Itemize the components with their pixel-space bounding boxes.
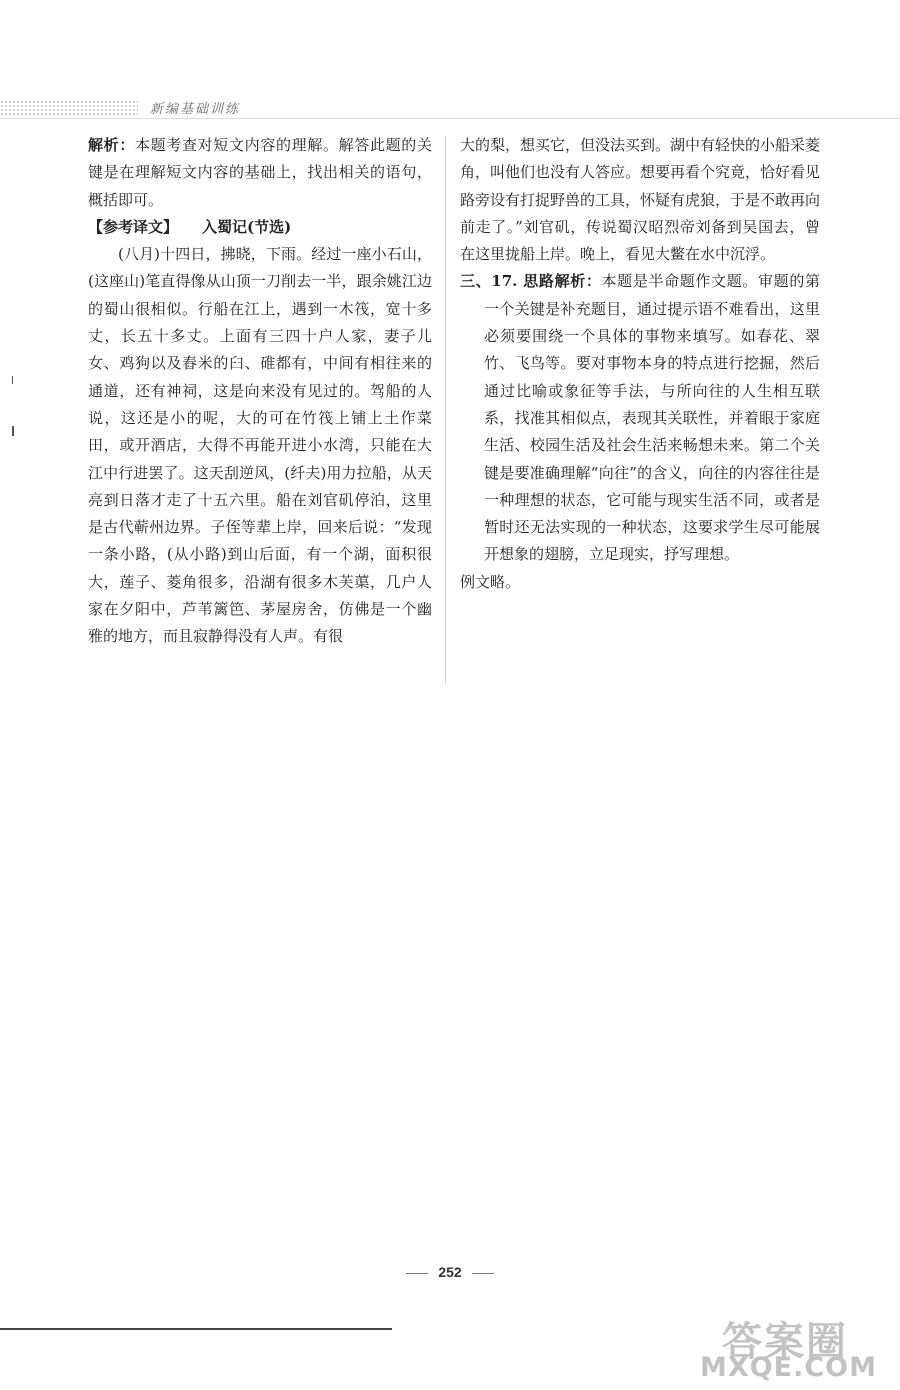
reference-label: 【参考译文】 bbox=[88, 217, 179, 236]
scan-mark bbox=[12, 426, 14, 436]
analysis-paragraph bbox=[88, 132, 432, 214]
analysis-label: 解析： bbox=[88, 136, 135, 154]
bottom-rule bbox=[0, 1328, 392, 1330]
question-text: 本题是半命题作文题。审题的第一个关键是补充题目，通过提示语不难看出，这里必须要围绕一个具体的事物来填写。如春花、翠竹、飞鸟等。要对事物本身的特点进行挖掘，然后通过比喻或象征等手法，与所向往的人生相互联系，找准其相似点，表现其关联性，并着眼于家庭生活、校园生活及社会生活来畅想未来。第二个关键是要准确理解“向往”的含义，向往的内容往往是一种理想的状态，它可能与现实生活不同，或者是暂时还无法实现的一种状态，这要求学生尽可能展开想象的翅膀，立足现实，抒写理想。 bbox=[484, 272, 820, 564]
question-label: 三、17. 思路解析： bbox=[460, 272, 602, 291]
left-column bbox=[88, 132, 432, 651]
reference-heading bbox=[88, 214, 432, 241]
scan-mark bbox=[12, 376, 13, 384]
watermark-url: MXQE.COM bbox=[700, 1352, 877, 1383]
translation-paragraph-2: 大的梨，想买它，但没法买到。湖中有轻快的小船采菱角，叫他们也没有人答应。想要再看个究竟，恰好看见路旁设有打捉野兽的工具，怀疑有虎狼，于是不敢再向前走了。”刘官矶，传说蜀汉昭烈帝刘备到吴国去，曾在这里拢船上岸。晚上，看见大鳖在水中沉浮。 bbox=[460, 136, 821, 264]
header-dot-pattern bbox=[0, 100, 138, 116]
header-title: 新编基础训练 bbox=[150, 102, 241, 117]
header-rule bbox=[0, 118, 900, 119]
question-17-answer bbox=[460, 268, 820, 568]
page-number bbox=[0, 1264, 900, 1280]
analysis-text: 本题考查对短文内容的理解。解答此题的关键是在理解短文内容的基础上，找出相关的语句，概括即可。 bbox=[88, 136, 432, 209]
watermark-logo: 答案圈 bbox=[722, 1319, 848, 1365]
right-column bbox=[460, 132, 820, 596]
reference-title: 入蜀记(节选) bbox=[202, 217, 292, 236]
page-header bbox=[0, 96, 900, 120]
column-divider bbox=[445, 136, 446, 684]
example-note: 例文略。 bbox=[460, 572, 521, 591]
page-number-text: 252 bbox=[438, 1264, 462, 1280]
translation-paragraph-1: (八月)十四日，拂晓，下雨。经过一座小石山，(这座山)笔直得像从山顶一刀削去一半，跟余姚江边的蜀山很相似。行船在江上，遇到一木筏，宽十多丈，长五十多丈。上面有三四十户人家，妻子儿女、鸡狗以及舂米的臼、碓都有，中间有相往来的通道，还有神祠，这是向来没有见过的。驾船的人说，这还是小的呢，大的可在竹筏上铺上土作菜田，或开酒店，大得不再能开进小水湾，只能在大江中行进罢了。这天刮逆风，(纤夫)用力拉船，从天亮到日落才走了十五六里。船在刘官矶停泊，这里是古代蕲州边界。子侄等辈上岸，回来后说：“发现一条小路，(从小路)到山后面，有一个湖，面积很大，莲子、菱角很多，沿湖有很多木芙蕖，几户人家在夕阳中，芦苇篱笆、茅屋房舍，仿佛是一个幽雅的地方，而且寂静得没有人声。有很 bbox=[88, 245, 432, 646]
